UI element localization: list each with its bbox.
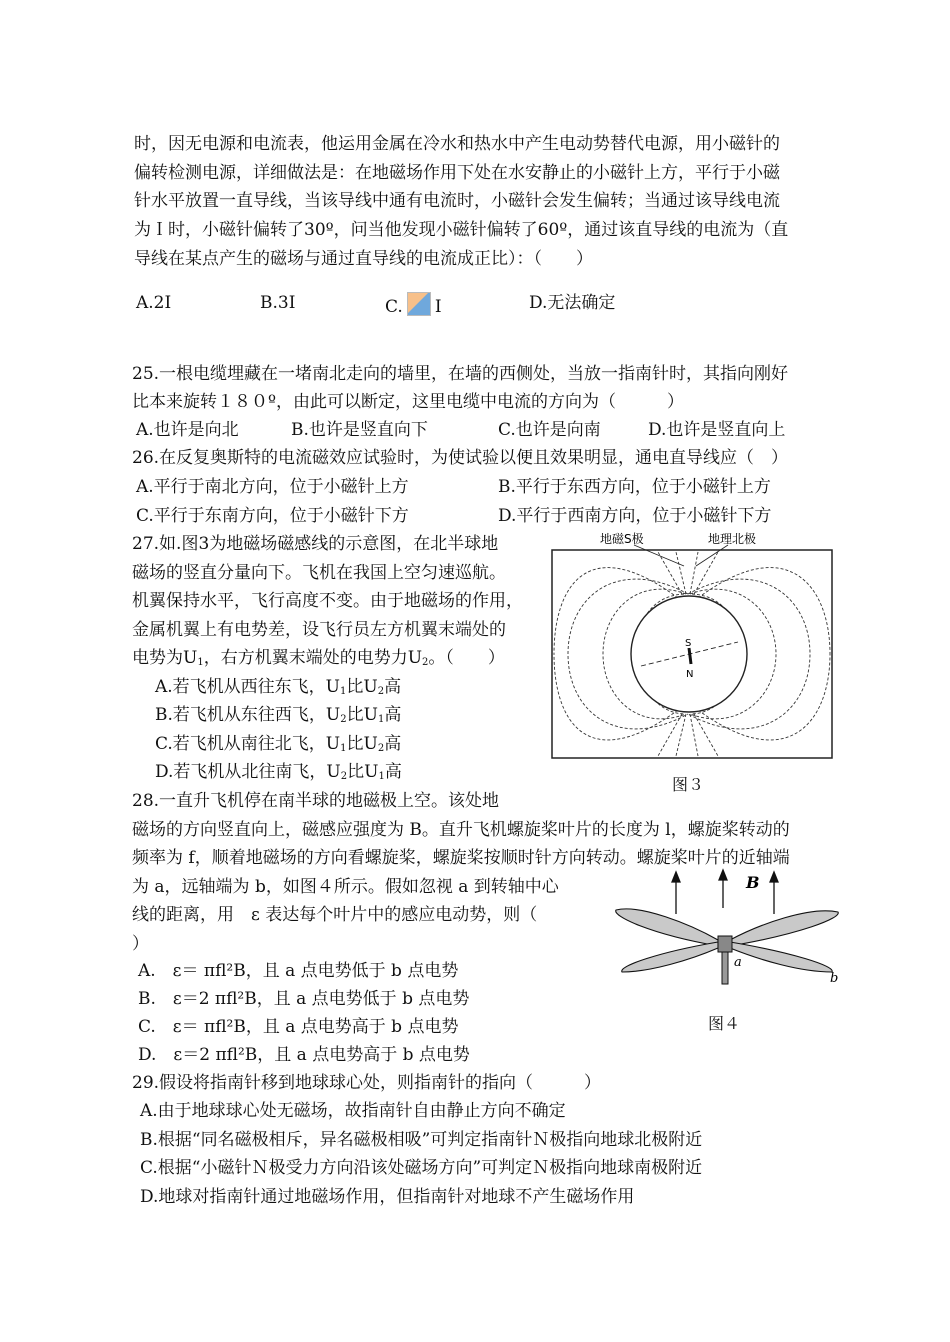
- figure-4-rotor: [610, 868, 848, 998]
- figure-3-caption: 图３: [672, 775, 705, 794]
- label-s: S: [685, 638, 692, 649]
- q27-line-3: 机翼保持水平，飞行高度不变。由于地磁场的作用，: [132, 591, 523, 611]
- q28-line-5: 线的距离，用 ε 表达每个叶片中的感应电动势，则（: [132, 905, 538, 925]
- label-n: N: [686, 669, 694, 680]
- q25-option-b: B.也许是竖直向下: [291, 420, 428, 440]
- q29-option-c: C.根据“小磁针Ｎ极受力方向沿该处磁场方向”可判定Ｎ极指向地球南极附近: [140, 1158, 703, 1178]
- text-span: 比U: [346, 734, 378, 754]
- q28-option-c: C. ε＝ πfl²B，且 a 点电势高于 b 点电势: [138, 1017, 459, 1037]
- leader-line-s: [634, 545, 684, 566]
- q27-line-2: 磁场的竖直分量向下。飞机在我国上空匀速巡航。: [132, 563, 506, 583]
- label-geo-north: 地理北极: [708, 532, 757, 546]
- text-span: 比U: [346, 705, 378, 725]
- q29-option-a: A.由于地球球心处无磁场，故指南针自由静止方向不确定: [140, 1101, 566, 1121]
- text-span: 高: [384, 705, 402, 725]
- q29-stem: 29.假设将指南针移到地球球心处，则指南针的指向（ ）: [132, 1073, 602, 1093]
- text-span: B.若飞机从东往西飞，U: [155, 705, 341, 725]
- sub: 2: [340, 714, 347, 725]
- q27-line-5-c: 。（ ）: [428, 648, 505, 668]
- q24-option-a: A.2I: [136, 293, 172, 313]
- figure-4-caption: 图４: [708, 1014, 741, 1033]
- q27-line-5: [132, 647, 505, 674]
- rotor-shaft: [722, 952, 728, 984]
- q28-line-4: 为 a，远轴端为 b，如图４所示。假如忽视 a 到转轴中心: [132, 877, 559, 897]
- q24-option-c: [385, 292, 442, 318]
- q24-line-3: 针水平放置一直导线，当该导线中通有电流时，小磁针会发生偏转；当通过该导线电流: [134, 191, 780, 211]
- q24-line-5: 导线在某点产生的磁场与通过直导线的电流成正比）：（ ）: [134, 249, 593, 269]
- compass-needle: [689, 648, 691, 664]
- q24-line-4: 为Ｉ时，小磁针偏转了30º，问当他发现小磁针偏转了60º，通过该直导线的电流为（直: [134, 220, 789, 240]
- q28-line-2: 磁场的方向竖直向上，磁感应强度为 B。直升飞机螺旋桨叶片的长度为 l，螺旋桨转动的: [132, 820, 790, 840]
- q27-option-c: [155, 733, 401, 760]
- q24-line-1: 时，因无电源和电流表，他运用金属在冷水和热水中产生电动势替代电源，用小磁针的: [134, 134, 780, 154]
- q24-line-2: 偏转检测电源，详细做法是：在地磁场作用下处在水安静止的小磁针上方，平行于小磁: [134, 163, 780, 183]
- q24-option-c-prefix: C.: [385, 297, 403, 317]
- q26-option-a: A.平行于南北方向，位于小磁针上方: [136, 477, 409, 497]
- text-span: 高: [384, 762, 402, 782]
- q28-line-3: 频率为 f，顺着地磁场的方向看螺旋桨，螺旋桨按顺时针方向转动。螺旋桨叶片的近轴端: [132, 848, 790, 868]
- sub-1: 1: [197, 657, 204, 668]
- text-span: 比U: [346, 677, 378, 697]
- text-span: 高: [384, 734, 402, 754]
- q27-line-5-a: 电势为U: [132, 648, 198, 668]
- label-a: a: [734, 955, 742, 970]
- q27-line-4: 金属机翼上有电势差，设飞行员左方机翼末端处的: [132, 620, 506, 640]
- sub: 1: [377, 714, 385, 725]
- q27-option-b: [155, 704, 401, 731]
- q29-option-d: D.地球对指南针通过地磁场作用，但指南针对地球不产生磁场作用: [140, 1187, 635, 1207]
- q28-option-a: A. ε＝ πfl²B，且 a 点电势低于 b 点电势: [138, 961, 459, 981]
- q25-option-c: C.也许是向南: [498, 420, 601, 440]
- label-b-field: B: [746, 873, 760, 892]
- q28-line-1: 28.一直升飞机停在南半球的地磁极上空。该处地: [132, 791, 500, 811]
- rotor-hub: [718, 936, 732, 952]
- text-span: C.若飞机从南往北飞，U: [155, 734, 341, 754]
- sub: 1: [340, 686, 347, 697]
- broken-image-icon: [407, 292, 431, 316]
- text-span: A.若飞机从西往东飞，U: [155, 677, 341, 697]
- q26-option-b: B.平行于东西方向，位于小磁针上方: [498, 477, 771, 497]
- q24-option-c-suffix: I: [434, 297, 442, 317]
- sub: 2: [377, 686, 385, 697]
- q26-stem: 26.在反复奥斯特的电流磁效应试验时，为使试验以便且效果明显，通电直导线应（ ）: [132, 448, 789, 468]
- q29-option-b: B.根据“同名磁极相斥，异名磁极相吸”可判定指南针Ｎ极指向地球北极附近: [140, 1130, 703, 1150]
- text-span: 高: [384, 677, 402, 697]
- q26-option-c: C.平行于东南方向，位于小磁针下方: [136, 506, 409, 526]
- text-span: 比U: [347, 762, 379, 782]
- q27-option-d: [155, 761, 402, 788]
- q27-line-1: 27.如.图3为地磁场磁感线的示意图，在北半球地: [132, 534, 499, 554]
- b-field-arrows: [672, 870, 778, 914]
- sub: 2: [377, 743, 385, 754]
- q25-option-d: D.也许是竖直向上: [648, 420, 786, 440]
- q28-option-b: B. ε＝2 πfl²B，且 a 点电势低于 b 点电势: [138, 989, 470, 1009]
- q24-option-b: B.3I: [260, 293, 296, 313]
- figure-3-earth-magnetic-field: [548, 526, 838, 762]
- q27-option-a: [155, 676, 401, 703]
- q24-option-d: D.无法确定: [529, 293, 616, 313]
- sub: 1: [340, 743, 347, 754]
- sub-2: 2: [422, 657, 429, 668]
- q28-option-d: D. ε＝2 πfl²B，且 a 点电势高于 b 点电势: [138, 1045, 470, 1065]
- q25-option-a: A.也许是向北: [136, 420, 239, 440]
- q25-line-2: 比本来旋转１８０º，由此可以断定，这里电缆中电流的方向为（ ）: [132, 392, 684, 412]
- q25-line-1: 25.一根电缆埋藏在一堵南北走向的墙里，在墙的西侧处，当放一指南针时，其指向刚好: [132, 364, 789, 384]
- q26-option-d: D.平行于西南方向，位于小磁针下方: [498, 506, 772, 526]
- text-span: D.若飞机从北往南飞，U: [155, 762, 341, 782]
- label-b: b: [830, 971, 839, 986]
- q27-line-5-b: ，右方机翼末端处的电势力U: [203, 648, 423, 668]
- sub: 2: [340, 771, 348, 782]
- q28-line-6: ）: [132, 934, 149, 954]
- label-geomag-s: 地磁S极: [600, 532, 644, 546]
- sub: 1: [378, 771, 385, 782]
